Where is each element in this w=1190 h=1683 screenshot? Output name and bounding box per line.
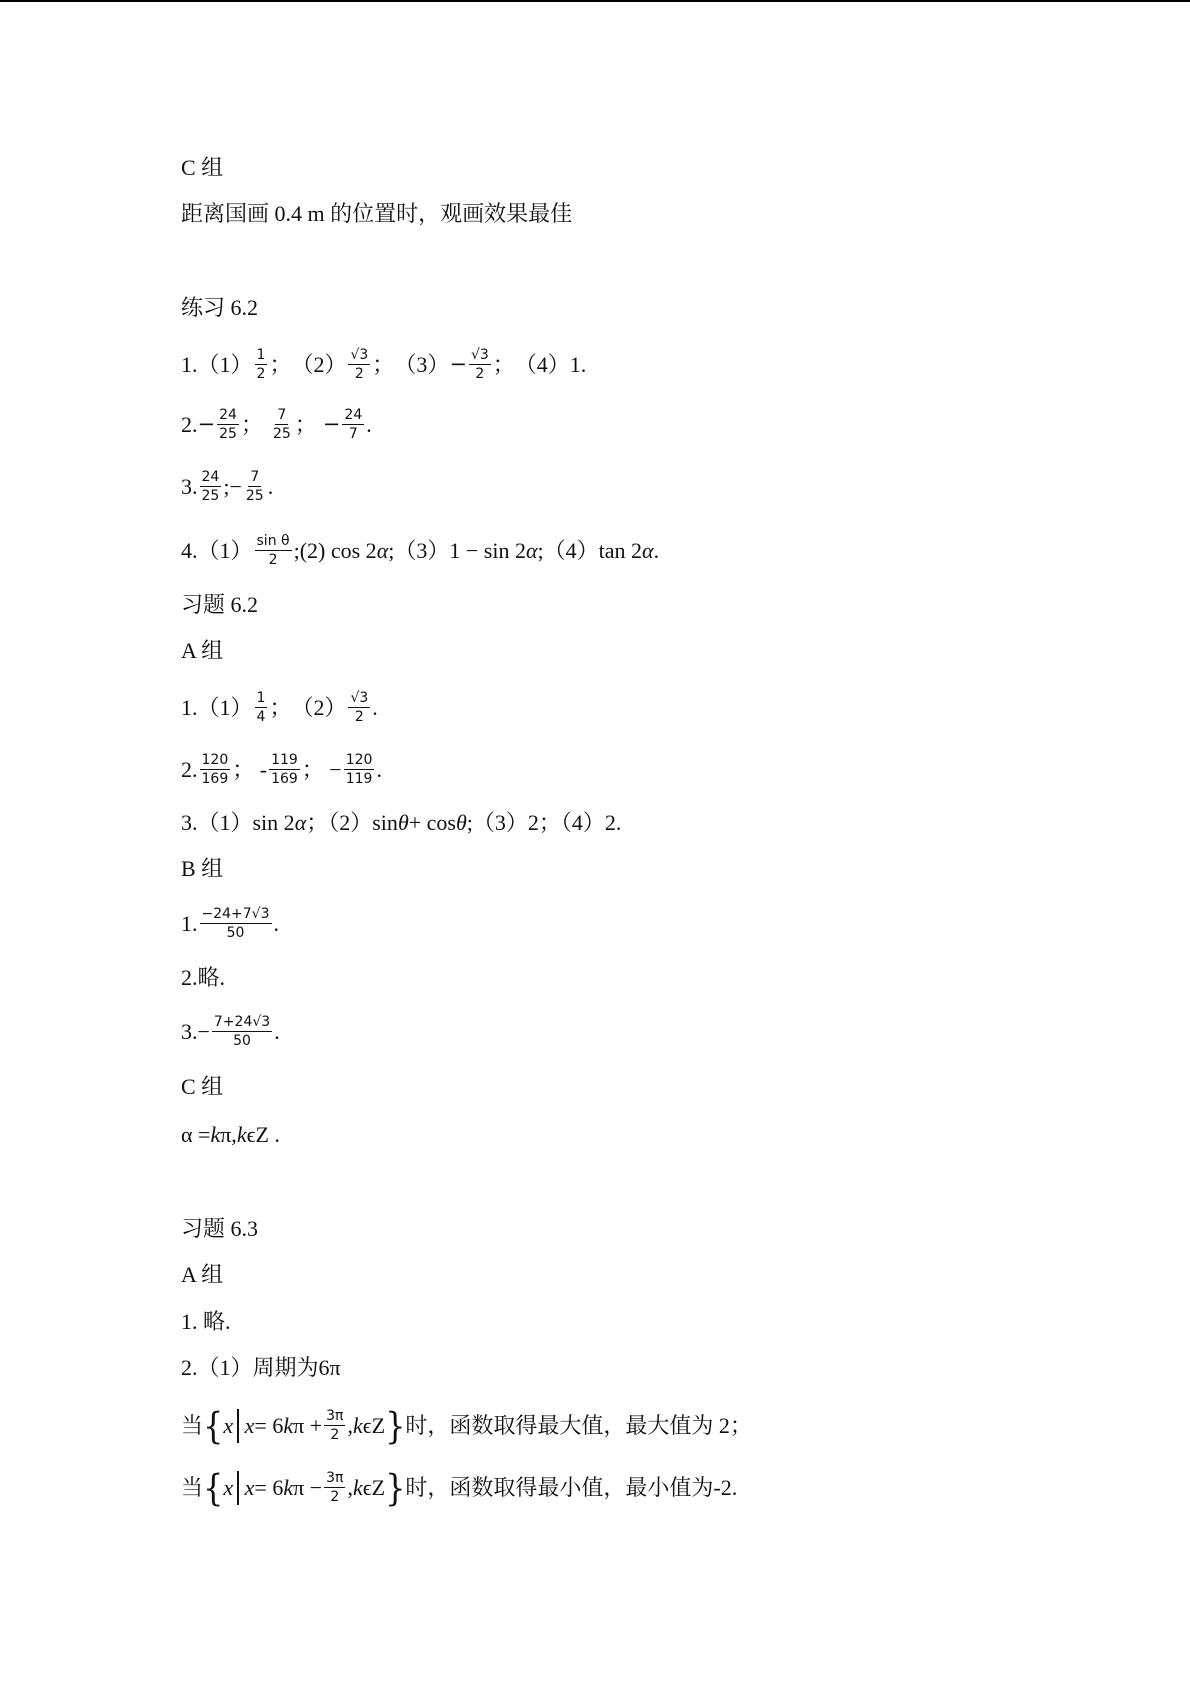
math-text: ;−: [223, 473, 242, 499]
answer-line: [181, 469, 273, 504]
math-text: .: [653, 537, 660, 563]
math-text: .: [267, 473, 274, 499]
answer-line: [181, 906, 279, 941]
fraction: [255, 690, 268, 725]
math-text: α: [376, 537, 389, 563]
fraction-denominator: 2: [475, 366, 485, 383]
fraction-numerator: 24: [342, 407, 364, 425]
fraction: [200, 752, 231, 787]
math-text: （1）: [197, 351, 253, 377]
fraction: [342, 407, 364, 442]
fraction-numerator: √3: [469, 347, 491, 365]
fraction-numerator: 3π: [324, 1470, 345, 1488]
fraction-denominator: 2: [354, 366, 364, 383]
math-text: 当: [181, 1412, 204, 1438]
math-text: ；: [269, 351, 292, 377]
math-text: ;（3）1 − sin 2: [388, 537, 526, 563]
math-text: 1.: [181, 694, 198, 720]
fraction: [217, 407, 239, 442]
math-text: （4）: [514, 351, 570, 377]
math-text: ;（3）2；（4）2.: [466, 810, 622, 835]
math-text: 时，函数取得最小值，最小值为-2.: [405, 1474, 738, 1500]
fraction-numerator: 119: [269, 752, 300, 770]
fraction-numerator: 24: [217, 407, 239, 425]
set-bar: [237, 1471, 239, 1505]
answer-line: [181, 347, 586, 382]
math-text: 当: [181, 1474, 204, 1500]
group-heading: C 组: [181, 155, 224, 180]
fraction-numerator: 3π: [324, 1408, 345, 1426]
math-text: x: [244, 1412, 255, 1438]
section-title: 习题 6.2: [181, 592, 259, 617]
math-text: α =: [181, 1122, 211, 1147]
fraction: [255, 347, 268, 382]
math-text: .: [274, 1018, 280, 1044]
math-text: −: [197, 412, 216, 437]
math-text: α: [525, 537, 538, 563]
math-text: θ: [397, 810, 409, 835]
right-brace: }: [385, 1403, 406, 1448]
fraction: [348, 347, 370, 382]
fraction: [269, 752, 300, 787]
left-brace: {: [203, 1403, 224, 1448]
set-bar: [237, 1409, 239, 1443]
math-text: x: [223, 1474, 234, 1500]
section-title: 习题 6.3: [181, 1216, 259, 1241]
fraction-denominator: 169: [201, 771, 229, 788]
answer-line: [181, 752, 382, 787]
answer-line: [181, 1403, 752, 1448]
math-text: ；: [492, 351, 515, 377]
group-heading: C 组: [181, 1074, 224, 1099]
fraction: [344, 752, 375, 787]
math-text: π,: [220, 1122, 237, 1147]
fraction-numerator: 120: [344, 752, 375, 770]
math-text: α: [294, 810, 307, 835]
math-text: 3.−: [181, 1018, 210, 1044]
math-text: ；: [372, 351, 395, 377]
group-heading: A 组: [181, 1262, 224, 1287]
right-brace: }: [385, 1465, 406, 1510]
math-text: ,: [347, 1412, 353, 1438]
group-heading: A 组: [181, 638, 224, 663]
math-text: x: [244, 1474, 255, 1500]
fraction-numerator: 1: [255, 690, 268, 708]
fraction-denominator: 7: [348, 426, 358, 443]
math-text: ϵZ .: [246, 1122, 280, 1147]
math-text: （3）: [394, 351, 450, 377]
math-text: = 6: [254, 1474, 284, 1500]
fraction-numerator: sin θ: [255, 533, 292, 551]
math-text: k: [352, 1412, 363, 1438]
math-text: ；（2）sin: [306, 810, 398, 835]
math-text: 2.: [181, 411, 198, 437]
math-text: + cos: [408, 810, 456, 835]
fraction-denominator: 4: [256, 709, 266, 726]
fraction-denominator: 2: [268, 552, 278, 569]
math-text: k: [283, 1474, 294, 1500]
math-text: 时，函数取得最大值，最大值为 2；: [405, 1412, 752, 1438]
math-text: 3.: [181, 473, 198, 499]
fraction: [200, 906, 272, 941]
math-text: ； −: [301, 756, 342, 782]
math-text: 2.: [181, 756, 198, 782]
answer-line: 2.（1）周期为6π: [181, 1355, 341, 1380]
math-text: = 6: [254, 1412, 284, 1438]
answer-line: [181, 1465, 738, 1510]
math-text: ;（4）tan 2: [537, 537, 643, 563]
fraction: [324, 1470, 345, 1505]
answer-line: [181, 1124, 280, 1146]
math-text: 4.: [181, 537, 198, 563]
math-text: ；: [294, 411, 317, 437]
math-text: .: [273, 910, 280, 936]
math-text: ；: [269, 694, 292, 720]
math-text: ϵZ: [362, 1474, 386, 1500]
math-text: （1）: [197, 694, 253, 720]
math-text: ；: [240, 411, 263, 437]
answer-text: 距离国画 0.4 m 的位置时，观画效果最佳: [181, 201, 573, 226]
fraction: [200, 469, 222, 504]
answer-line: [181, 1014, 280, 1049]
fraction-numerator: √3: [348, 690, 370, 708]
fraction-denominator: 25: [272, 426, 291, 443]
math-text: 3.（1）sin 2: [181, 810, 295, 835]
fraction-denominator: 2: [330, 1427, 340, 1444]
fraction: [469, 347, 491, 382]
fraction: [255, 533, 292, 568]
group-heading: B 组: [181, 856, 224, 881]
math-text: 1.: [181, 351, 198, 377]
fraction-denominator: 50: [233, 1033, 251, 1050]
math-text: .: [376, 756, 382, 782]
math-text: π +: [293, 1412, 323, 1438]
fraction: [348, 690, 370, 725]
fraction: [244, 469, 266, 504]
math-text: −: [322, 412, 341, 437]
answer-line: [181, 533, 659, 568]
math-text: k: [210, 1122, 221, 1147]
answer-line: [181, 407, 372, 442]
fraction: [212, 1014, 272, 1049]
math-text: .: [372, 694, 378, 720]
answer-line: 2.略.: [181, 965, 226, 990]
fraction-denominator: 2: [354, 709, 364, 726]
math-text: α: [642, 537, 654, 563]
fraction: [271, 407, 293, 442]
fraction-denominator: 25: [219, 426, 237, 443]
math-text: θ: [455, 810, 467, 835]
fraction: [324, 1408, 345, 1443]
fraction-denominator: 25: [245, 488, 264, 505]
fraction-numerator: 1: [255, 347, 268, 365]
fraction-numerator: √3: [348, 347, 370, 365]
math-text: k: [352, 1474, 363, 1500]
math-text: π −: [293, 1474, 323, 1500]
math-text: .: [366, 411, 372, 437]
answer-line: [181, 690, 378, 725]
fraction-denominator: 2: [330, 1489, 340, 1506]
answer-line: 1. 略.: [181, 1309, 231, 1334]
math-text: 1.: [569, 351, 587, 377]
fraction-numerator: 7+24√3: [212, 1014, 272, 1032]
fraction-denominator: 50: [226, 925, 245, 942]
left-brace: {: [203, 1465, 224, 1510]
section-title: 练习 6.2: [181, 295, 259, 320]
fraction-denominator: 119: [345, 771, 373, 788]
math-text: （2）: [291, 694, 347, 720]
fraction-denominator: 2: [256, 366, 266, 383]
math-text: k: [283, 1412, 294, 1438]
math-text: ϵZ: [362, 1412, 386, 1438]
math-text: （1）: [197, 537, 253, 563]
page-top-border: [0, 0, 1190, 2]
fraction-numerator: 7: [248, 469, 261, 487]
math-text: −: [449, 352, 467, 377]
math-text: ； -: [232, 756, 268, 782]
fraction-numerator: 120: [200, 752, 231, 770]
math-text: k: [236, 1122, 247, 1147]
answer-line: [181, 812, 621, 834]
fraction-denominator: 169: [271, 771, 298, 788]
math-text: ;(2) cos 2: [293, 537, 377, 563]
math-text: ,: [347, 1474, 353, 1500]
math-text: x: [223, 1412, 234, 1438]
fraction-denominator: 25: [201, 488, 220, 505]
math-text: （2）: [291, 351, 347, 377]
fraction-numerator: −24+7√3: [200, 906, 272, 924]
fraction-numerator: 24: [200, 469, 222, 487]
math-text: 1.: [181, 910, 198, 936]
fraction-numerator: 7: [275, 407, 288, 425]
